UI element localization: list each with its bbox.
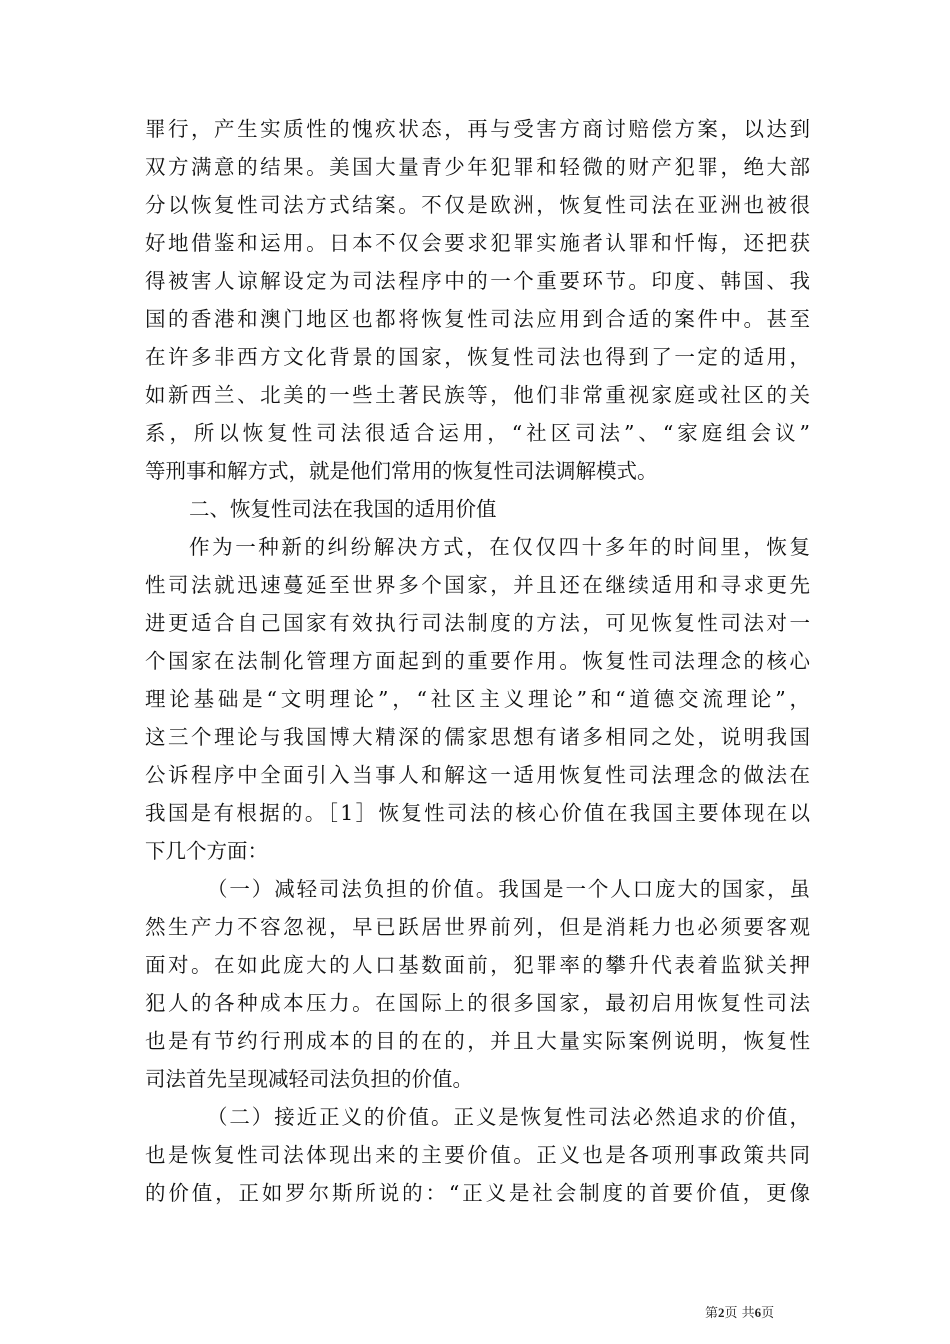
footer-prefix: 第 <box>705 1306 719 1321</box>
body-line: 然生产力不容忽视，早已跃居世界前列，但是消耗力也必须要客观 <box>145 915 810 939</box>
footer-middle: 页 共 <box>724 1306 755 1321</box>
body-line: 的价值，正如罗尔斯所说的：“正义是社会制度的首要价值，更像 <box>145 1181 810 1205</box>
body-line: 国的香港和澳门地区也都将恢复性司法应用到合适的案件中。甚至 <box>145 307 810 331</box>
body-line: 好地借鉴和运用。日本不仅会要求犯罪实施者认罪和忏悔，还把获 <box>145 231 810 255</box>
body-line: 也是有节约行刑成本的目的在的，并且大量实际案例说明，恢复性 <box>145 1029 810 1053</box>
body-line: 作为一种新的纠纷解决方式，在仅仅四十多年的时间里，恢复 <box>189 535 810 559</box>
body-line: 罪行，产生实质性的愧疚状态，再与受害方商讨赔偿方案，以达到 <box>145 117 810 141</box>
subsection-line: （一）减轻司法负担的价值。我国是一个人口庞大的国家，虽 <box>207 877 810 901</box>
total-pages-number: 6 <box>754 1305 762 1320</box>
body-line: 司法首先呈现减轻司法负担的价值。 <box>145 1067 473 1091</box>
current-page-number: 2 <box>718 1305 725 1320</box>
section-heading: 二、恢复性司法在我国的适用价值 <box>189 497 497 521</box>
body-line: 下几个方面： <box>145 839 268 863</box>
body-line: 在许多非西方文化背景的国家，恢复性司法也得到了一定的适用， <box>145 345 810 369</box>
body-line: 如新西兰、北美的一些土著民族等，他们非常重视家庭或社区的关 <box>145 383 810 407</box>
body-line: 公诉程序中全面引入当事人和解这一适用恢复性司法理念的做法在 <box>145 763 810 787</box>
subsection-line: （二）接近正义的价值。正义是恢复性司法必然追求的价值， <box>207 1105 810 1129</box>
body-line: 得被害人谅解设定为司法程序中的一个重要环节。印度、韩国、我 <box>145 269 810 293</box>
body-line: 性司法就迅速蔓延至世界多个国家，并且还在继续适用和寻求更先 <box>145 573 810 597</box>
body-line: 个国家在法制化管理方面起到的重要作用。恢复性司法理念的核心 <box>145 649 810 673</box>
body-line: 这三个理论与我国博大精深的儒家思想有诸多相同之处，说明我国 <box>145 725 810 749</box>
body-line: 理论基础是“文明理论”，“社区主义理论”和“道德交流理论”， <box>145 687 810 711</box>
document-body <box>145 110 810 1212</box>
body-line: 面对。在如此庞大的人口基数面前，犯罪率的攀升代表着监狱关押 <box>145 953 810 977</box>
body-line: 分以恢复性司法方式结案。不仅是欧洲，恢复性司法在亚洲也被很 <box>145 193 810 217</box>
body-line: 系，所以恢复性司法很适合运用，“社区司法”、“家庭组会议” <box>145 421 810 445</box>
body-line: 犯人的各种成本压力。在国际上的很多国家，最初启用恢复性司法 <box>145 991 810 1015</box>
footer-suffix: 页 <box>761 1306 775 1321</box>
body-line: 双方满意的结果。美国大量青少年犯罪和轻微的财产犯罪，绝大部 <box>145 155 810 179</box>
body-line: 进更适合自己国家有效执行司法制度的方法，可见恢复性司法对一 <box>145 611 810 635</box>
body-line: 也是恢复性司法体现出来的主要价值。正义也是各项刑事政策共同 <box>145 1143 810 1167</box>
body-line: 我国是有根据的。［1］恢复性司法的核心价值在我国主要体现在以 <box>145 801 810 825</box>
body-line: 等刑事和解方式，就是他们常用的恢复性司法调解模式。 <box>145 459 658 483</box>
page-footer <box>705 1302 774 1321</box>
